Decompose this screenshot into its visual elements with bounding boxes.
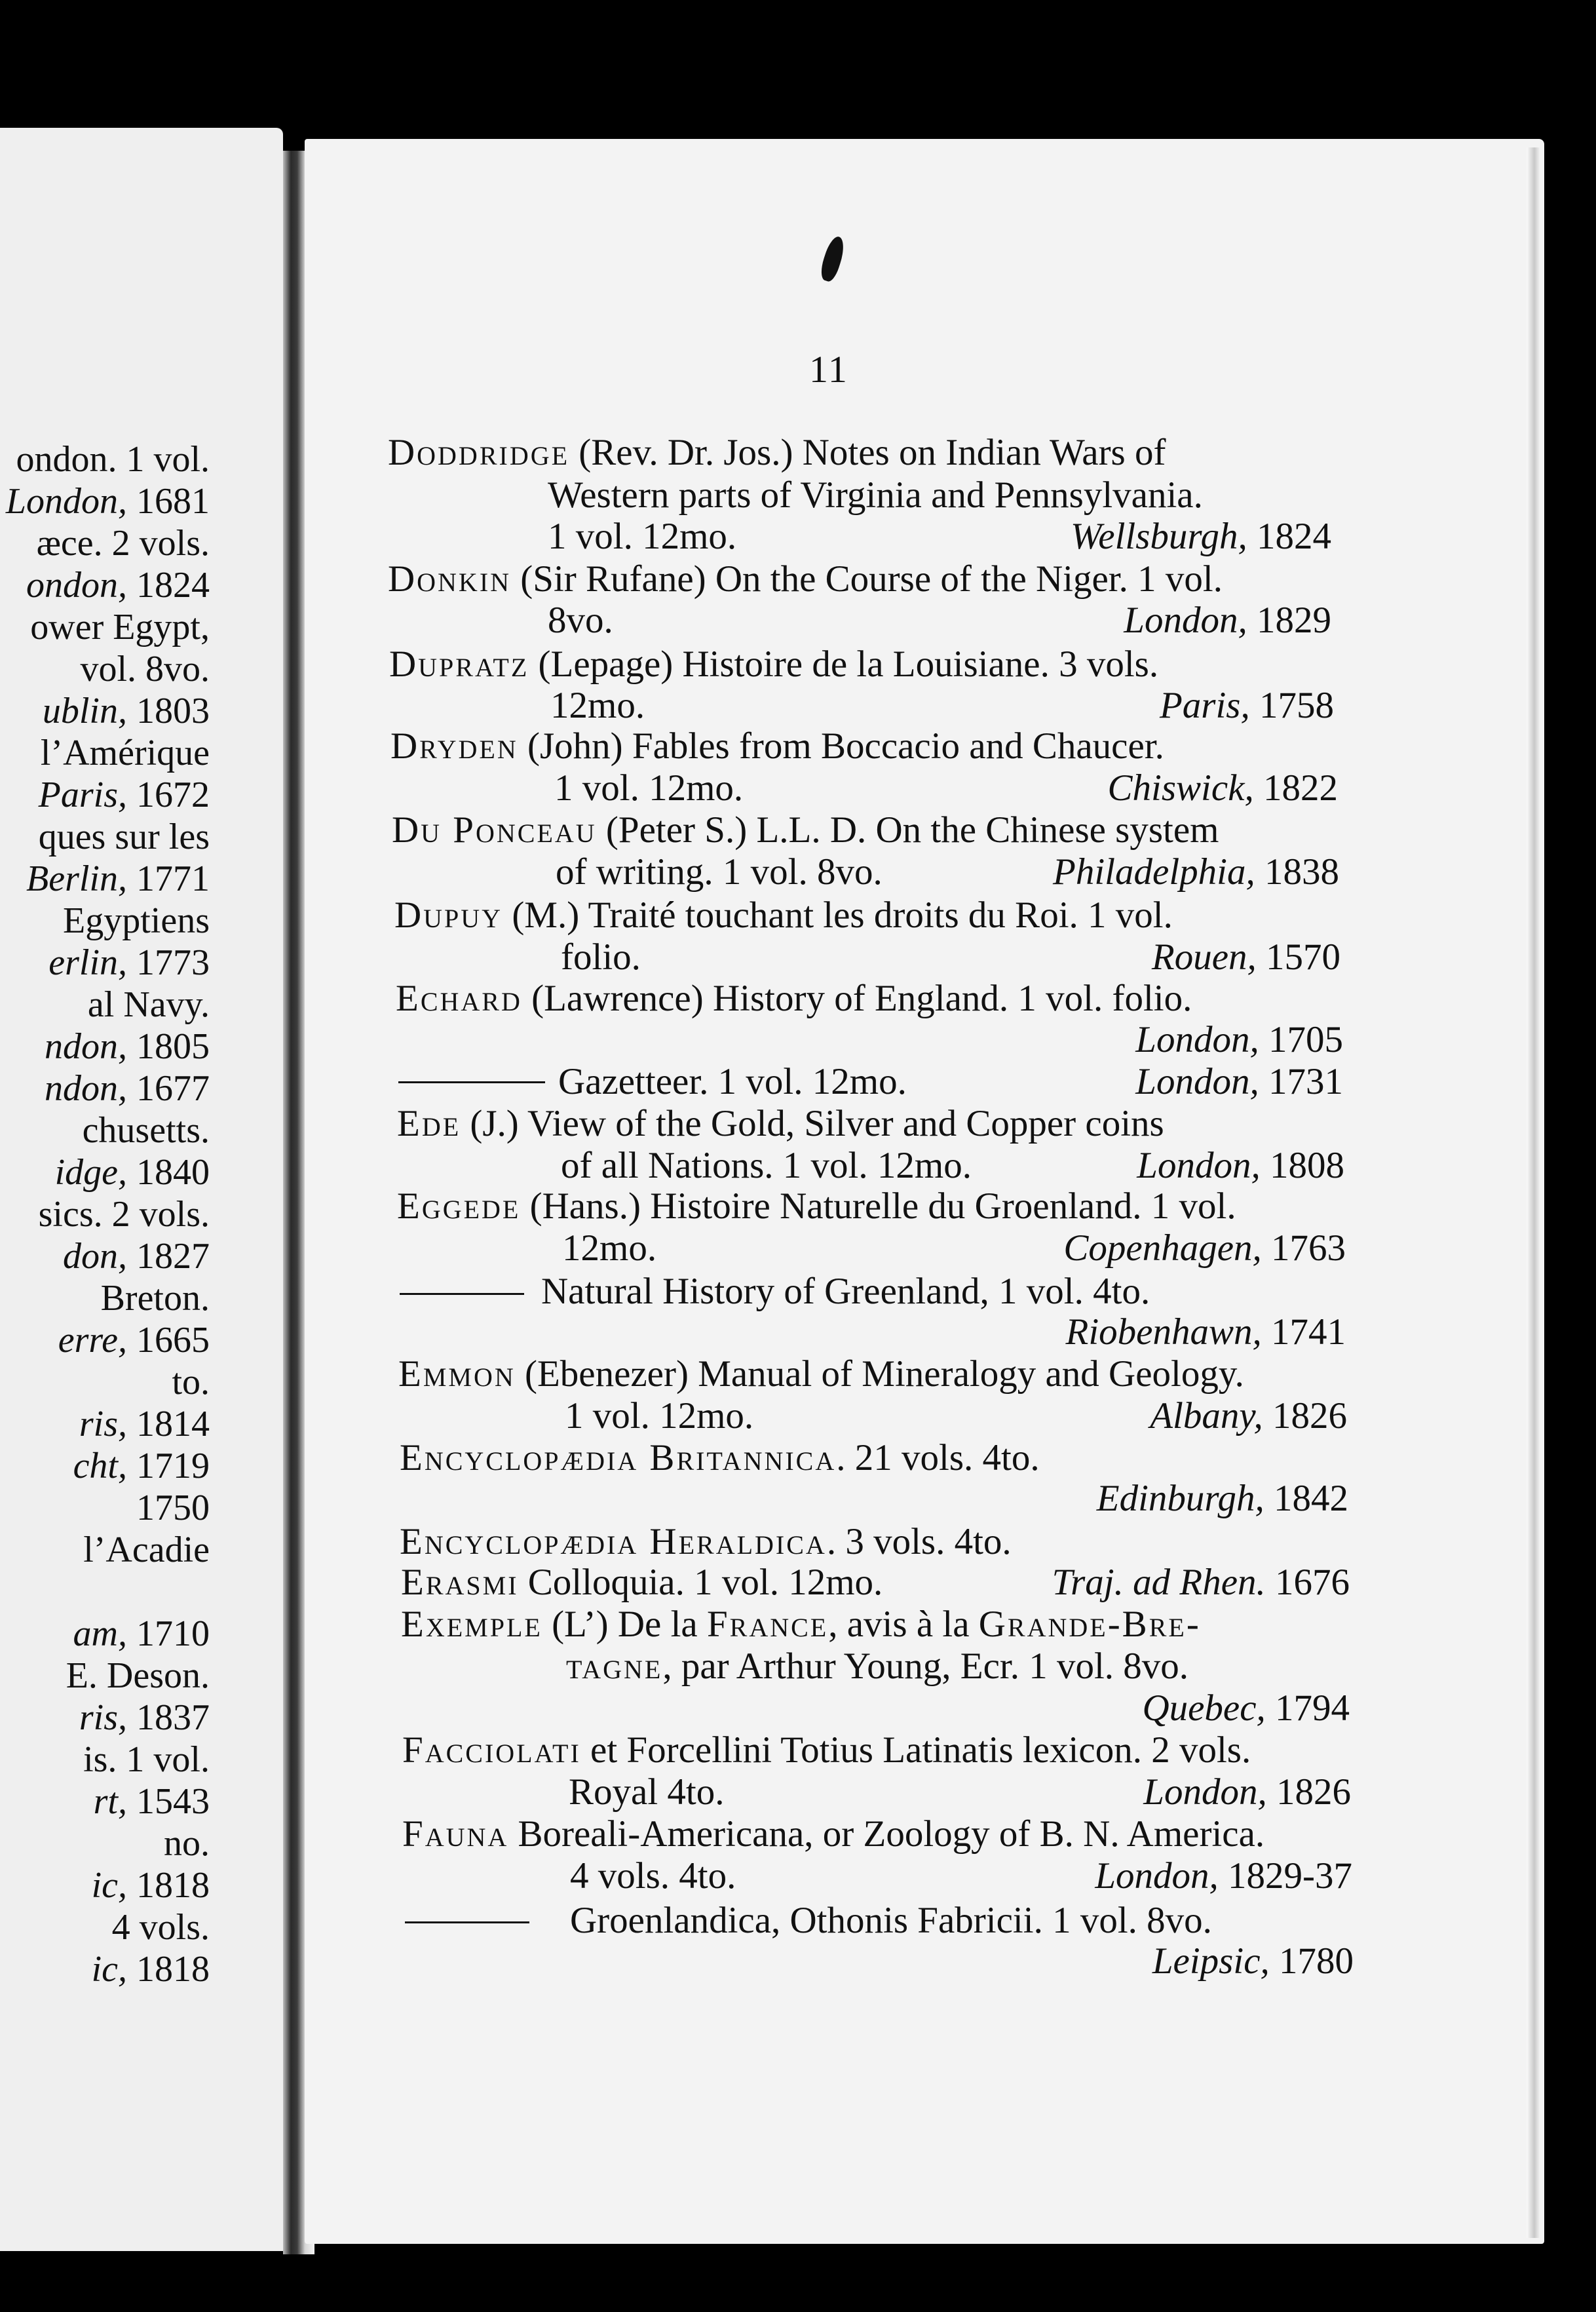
entry-text: (Lepage) Histoire de la Louisiane. 3 vols. xyxy=(538,644,1159,685)
left-line-place: cht, xyxy=(73,1446,127,1486)
entry-imprint xyxy=(1135,1063,1343,1100)
left-line-year: 1665 xyxy=(127,1320,210,1360)
left-line-place: am, xyxy=(73,1613,127,1654)
left-page-line: ques sur les xyxy=(38,817,210,857)
entry-name: Facciolati xyxy=(402,1729,581,1771)
imprint-place: Quebec, xyxy=(1142,1687,1266,1729)
entry-name: Emmon xyxy=(398,1353,516,1395)
entry-text: (Peter S.) L.L. D. On the Chinese system xyxy=(605,809,1219,851)
entry-erasmi xyxy=(401,1564,883,1601)
page-edge xyxy=(1527,147,1540,2238)
entry-imprint xyxy=(1097,1480,1348,1517)
imprint-year: 1758 xyxy=(1259,685,1334,726)
entry-name: Eggede xyxy=(397,1185,521,1227)
entry-name: Donkin xyxy=(388,558,512,600)
entry-name: Encyclopædia Britannica xyxy=(400,1437,837,1478)
entry-text: (John) Fables from Boccacio and Chaucer. xyxy=(527,725,1164,767)
left-page-line: l’Amérique xyxy=(40,733,210,773)
left-page-line: E. Deson. xyxy=(66,1655,210,1696)
entry-ede xyxy=(397,1105,1164,1142)
imprint-place: Chiswick, xyxy=(1107,767,1254,809)
imprint-place: Traj. ad Rhen. xyxy=(1052,1562,1266,1603)
left-line-year: 1543 xyxy=(127,1781,210,1822)
entry-name: Fauna xyxy=(402,1813,509,1855)
entry-imprint xyxy=(1142,1689,1350,1727)
entry-imprint xyxy=(1152,938,1340,976)
entry-name: Encyclopædia Heraldica xyxy=(400,1521,827,1562)
left-line-year: 1805 xyxy=(127,1026,210,1067)
left-page-line xyxy=(55,1154,210,1191)
entry-text: Gazetteer. 1 vol. 12mo. xyxy=(558,1061,907,1102)
imprint-place: London, xyxy=(1135,1019,1259,1060)
left-line-year: 1814 xyxy=(127,1404,210,1444)
imprint-year: 1842 xyxy=(1274,1478,1348,1519)
left-page-line xyxy=(6,483,210,520)
left-line-place: ic, xyxy=(91,1865,127,1906)
entry-text: Colloquia. 1 vol. 12mo. xyxy=(527,1562,883,1603)
entry-name: Du Ponceau xyxy=(392,809,597,851)
entry-text: Groenlandica, Othonis Fabricii. 1 vol. 8vo. xyxy=(570,1900,1212,1941)
left-line-place: Paris, xyxy=(38,775,127,815)
imprint-place: Albany, xyxy=(1150,1395,1263,1436)
ditto-rule xyxy=(398,1081,545,1083)
imprint-year: 1676 xyxy=(1275,1562,1350,1603)
ditto-rule xyxy=(400,1293,524,1295)
entry-text: (Lawrence) History of England. 1 vol. folio. xyxy=(531,978,1192,1019)
left-page-line: no. xyxy=(164,1823,210,1864)
page-number: 11 xyxy=(809,348,848,391)
imprint-place: London, xyxy=(1124,600,1247,641)
left-line-place: don, xyxy=(63,1236,127,1277)
entry-text: 12mo. xyxy=(550,685,645,726)
entry-name: Ede xyxy=(397,1103,461,1144)
left-page-line xyxy=(92,1867,210,1904)
entry-text: (J.) View of the Gold, Silver and Copper coins xyxy=(470,1103,1164,1144)
imprint-year: 1808 xyxy=(1270,1145,1344,1186)
imprint-place: Philadelphia, xyxy=(1053,851,1255,893)
left-line-year: 1672 xyxy=(127,775,210,815)
entry-imprint xyxy=(1095,1857,1352,1895)
left-page-line xyxy=(92,1951,210,1988)
entry-encyclopaedia-heraldica xyxy=(400,1523,1012,1560)
left-line-place: rt, xyxy=(93,1781,127,1822)
left-line-year: 1719 xyxy=(127,1446,210,1486)
left-page-line xyxy=(73,1615,210,1652)
imprint-place: London, xyxy=(1143,1771,1267,1813)
imprint-year: 1794 xyxy=(1275,1687,1350,1729)
entry-text: (Rev. Dr. Jos.) Notes on Indian Wars of xyxy=(579,432,1166,473)
imprint-place: Riobenhawn, xyxy=(1065,1311,1262,1353)
entry-echard xyxy=(396,980,1192,1017)
entry-duponceau xyxy=(392,811,1219,849)
imprint-year: 1829 xyxy=(1257,600,1331,641)
imprint-year: 1826 xyxy=(1272,1395,1347,1436)
entry-imprint xyxy=(1143,1773,1351,1811)
left-page-line xyxy=(79,1699,210,1736)
left-page-line xyxy=(43,693,210,729)
entry-eggede xyxy=(397,1187,1236,1225)
left-line-year: 1803 xyxy=(127,691,210,731)
left-page-line xyxy=(26,567,210,604)
entry-facciolati xyxy=(402,1731,1251,1769)
left-page-line: sics. 2 vols. xyxy=(38,1194,210,1235)
entry-text: of all Nations. 1 vol. 12mo. xyxy=(561,1145,972,1186)
left-page-line xyxy=(48,944,210,981)
entry-name: Dryden xyxy=(390,725,518,767)
left-page-line xyxy=(58,1322,210,1358)
left-line-place: ublin, xyxy=(42,691,127,731)
entry-imprint xyxy=(1152,1942,1354,1980)
entry-emmon xyxy=(398,1355,1244,1393)
imprint-year: 1829-37 xyxy=(1228,1855,1352,1897)
left-page-line xyxy=(45,1070,210,1107)
entry-text: , avis à la xyxy=(828,1604,970,1645)
entry-text: (Sir Rufane) On the Course of the Niger. 1 vol. xyxy=(520,558,1223,600)
entry-imprint xyxy=(1124,602,1331,639)
left-line-year: 1710 xyxy=(127,1613,210,1654)
imprint-year: 1763 xyxy=(1271,1227,1346,1269)
entry-text: 1 vol. 12mo. xyxy=(548,516,737,557)
entry-text: folio. xyxy=(561,936,641,978)
entry-encyclopaedia-britannica xyxy=(400,1439,1040,1476)
left-facing-page xyxy=(0,128,283,2251)
entry-dupratz xyxy=(389,645,1158,683)
left-page-line xyxy=(26,860,210,897)
imprint-year: 1822 xyxy=(1263,767,1338,809)
entry-text: tagne xyxy=(566,1646,663,1687)
entry-name: Erasmi xyxy=(401,1562,519,1603)
left-page-line: vol. 8vo. xyxy=(80,649,210,689)
left-line-year: 1818 xyxy=(127,1949,210,1990)
entry-text: Grande-Bre- xyxy=(978,1604,1201,1645)
entry-imprint xyxy=(1135,1021,1343,1058)
left-line-year: 1677 xyxy=(127,1068,210,1109)
left-page-line: is. 1 vol. xyxy=(83,1739,210,1780)
left-page-line: 1750 xyxy=(136,1488,210,1528)
entry-text: Boreali-Americana, or Zoology of B. N. America. xyxy=(518,1813,1265,1855)
left-line-place: London, xyxy=(5,481,127,522)
left-line-place: erre, xyxy=(58,1320,127,1360)
left-line-year: 1837 xyxy=(127,1697,210,1738)
entry-text: . 3 vols. 4to. xyxy=(826,1521,1012,1562)
left-page-line: to. xyxy=(172,1362,210,1402)
entry-text: (Ebenezer) Manual of Mineralogy and Geology. xyxy=(524,1353,1244,1395)
entry-exemple xyxy=(401,1606,1201,1643)
left-page-line xyxy=(39,777,210,813)
imprint-place: Rouen, xyxy=(1151,936,1257,978)
entry-text: Natural History of Greenland, 1 vol. 4to. xyxy=(541,1271,1150,1312)
entry-dryden xyxy=(390,727,1164,765)
imprint-place: Copenhagen, xyxy=(1063,1227,1262,1269)
left-line-place: Berlin, xyxy=(26,858,127,899)
entry-name: Dupratz xyxy=(389,644,529,685)
entry-imprint xyxy=(1108,769,1339,807)
left-page-line xyxy=(63,1238,210,1275)
imprint-year: 1705 xyxy=(1268,1019,1343,1060)
entry-fauna xyxy=(402,1815,1264,1853)
imprint-year: 1824 xyxy=(1257,516,1331,557)
entry-imprint xyxy=(1160,687,1334,724)
left-page-line: ondon. 1 vol. xyxy=(16,439,210,480)
entry-text: 8vo. xyxy=(548,600,613,641)
entry-text: et Forcellini Totius Latinatis lexicon. 2 vols. xyxy=(590,1729,1251,1771)
left-page-line xyxy=(94,1783,210,1820)
entry-text: 1 vol. 12mo. xyxy=(565,1395,754,1436)
left-page-line xyxy=(79,1406,210,1442)
imprint-year: 1570 xyxy=(1266,936,1340,978)
entry-text: Western parts of Virginia and Pennsylvania. xyxy=(548,474,1203,516)
entry-text: (Hans.) Histoire Naturelle du Groenland. 1 vol. xyxy=(529,1185,1236,1227)
entry-imprint xyxy=(1063,1229,1346,1267)
entry-text: 12mo. xyxy=(562,1227,657,1269)
entry-name: Doddridge xyxy=(388,432,570,473)
entry-imprint xyxy=(1150,1397,1347,1435)
imprint-place: London, xyxy=(1135,1061,1259,1102)
left-line-place: erlin, xyxy=(48,942,127,983)
entry-imprint xyxy=(1071,518,1331,555)
left-line-place: ndon, xyxy=(45,1026,127,1067)
left-line-year: 1773 xyxy=(127,942,210,983)
left-page-line: chusetts. xyxy=(82,1110,210,1151)
imprint-year: 1780 xyxy=(1279,1940,1354,1982)
imprint-place: Wellsburgh, xyxy=(1071,516,1247,557)
entry-name: Dupuy xyxy=(394,895,503,936)
left-page-line: ower Egypt, xyxy=(30,607,210,647)
left-line-year: 1771 xyxy=(127,858,210,899)
imprint-year: 1731 xyxy=(1268,1061,1343,1102)
left-line-place: idge, xyxy=(54,1152,127,1193)
entry-text: 4 vols. 4to. xyxy=(570,1855,736,1897)
entry-imprint xyxy=(1137,1147,1344,1184)
entry-text: 1 vol. 12mo. xyxy=(554,767,744,809)
left-page-line: Breton. xyxy=(100,1278,210,1319)
entry-text: (L’) De la xyxy=(552,1604,698,1645)
entry-text: France xyxy=(706,1604,829,1645)
imprint-year: 1741 xyxy=(1271,1311,1346,1353)
entry-text: , par Arthur Young, Ecr. 1 vol. 8vo. xyxy=(662,1646,1189,1687)
left-line-place: ondon, xyxy=(26,565,127,606)
entry-imprint xyxy=(1052,1564,1350,1601)
ditto-rule xyxy=(405,1921,529,1923)
entry-imprint xyxy=(1066,1313,1346,1351)
left-line-year: 1824 xyxy=(127,565,210,606)
imprint-year: 1826 xyxy=(1276,1771,1351,1813)
left-page-line: Egyptiens xyxy=(63,900,210,941)
imprint-place: London, xyxy=(1137,1145,1261,1186)
entry-name: Exemple xyxy=(401,1604,542,1645)
left-page-line: al Navy. xyxy=(87,984,210,1025)
imprint-place: Leipsic, xyxy=(1152,1940,1270,1982)
left-line-place: ris, xyxy=(79,1697,127,1738)
imprint-place: Edinburgh, xyxy=(1096,1478,1264,1519)
imprint-place: London, xyxy=(1095,1855,1219,1897)
entry-text xyxy=(566,1647,1188,1685)
imprint-place: Paris, xyxy=(1159,685,1250,726)
left-line-year: 1827 xyxy=(127,1236,210,1277)
left-page-line: l’Acadie xyxy=(83,1530,210,1570)
left-line-place: ic, xyxy=(91,1949,127,1990)
entry-donkin xyxy=(388,560,1223,598)
left-page-line xyxy=(73,1448,210,1484)
entry-text: . 21 vols. 4to. xyxy=(836,1437,1040,1478)
left-line-year: 1840 xyxy=(127,1152,210,1193)
entry-text: Royal 4to. xyxy=(569,1771,725,1813)
entry-name: Echard xyxy=(396,978,522,1019)
entry-imprint xyxy=(1053,853,1339,891)
entry-doddridge xyxy=(388,434,1166,471)
left-line-year: 1818 xyxy=(127,1865,210,1906)
left-line-place: ris, xyxy=(79,1404,127,1444)
entry-text: of writing. 1 vol. 8vo. xyxy=(556,851,883,893)
left-page-line: 4 vols. xyxy=(111,1907,210,1948)
entry-dupuy xyxy=(394,896,1173,934)
entry-text: (M.) Traité touchant les droits du Roi. 1 vol. xyxy=(512,895,1173,936)
left-page-line: æce. 2 vols. xyxy=(36,523,210,564)
left-line-place: ndon, xyxy=(45,1068,127,1109)
left-line-year: 1681 xyxy=(127,481,210,522)
imprint-year: 1838 xyxy=(1264,851,1339,893)
left-page-line xyxy=(45,1028,210,1065)
